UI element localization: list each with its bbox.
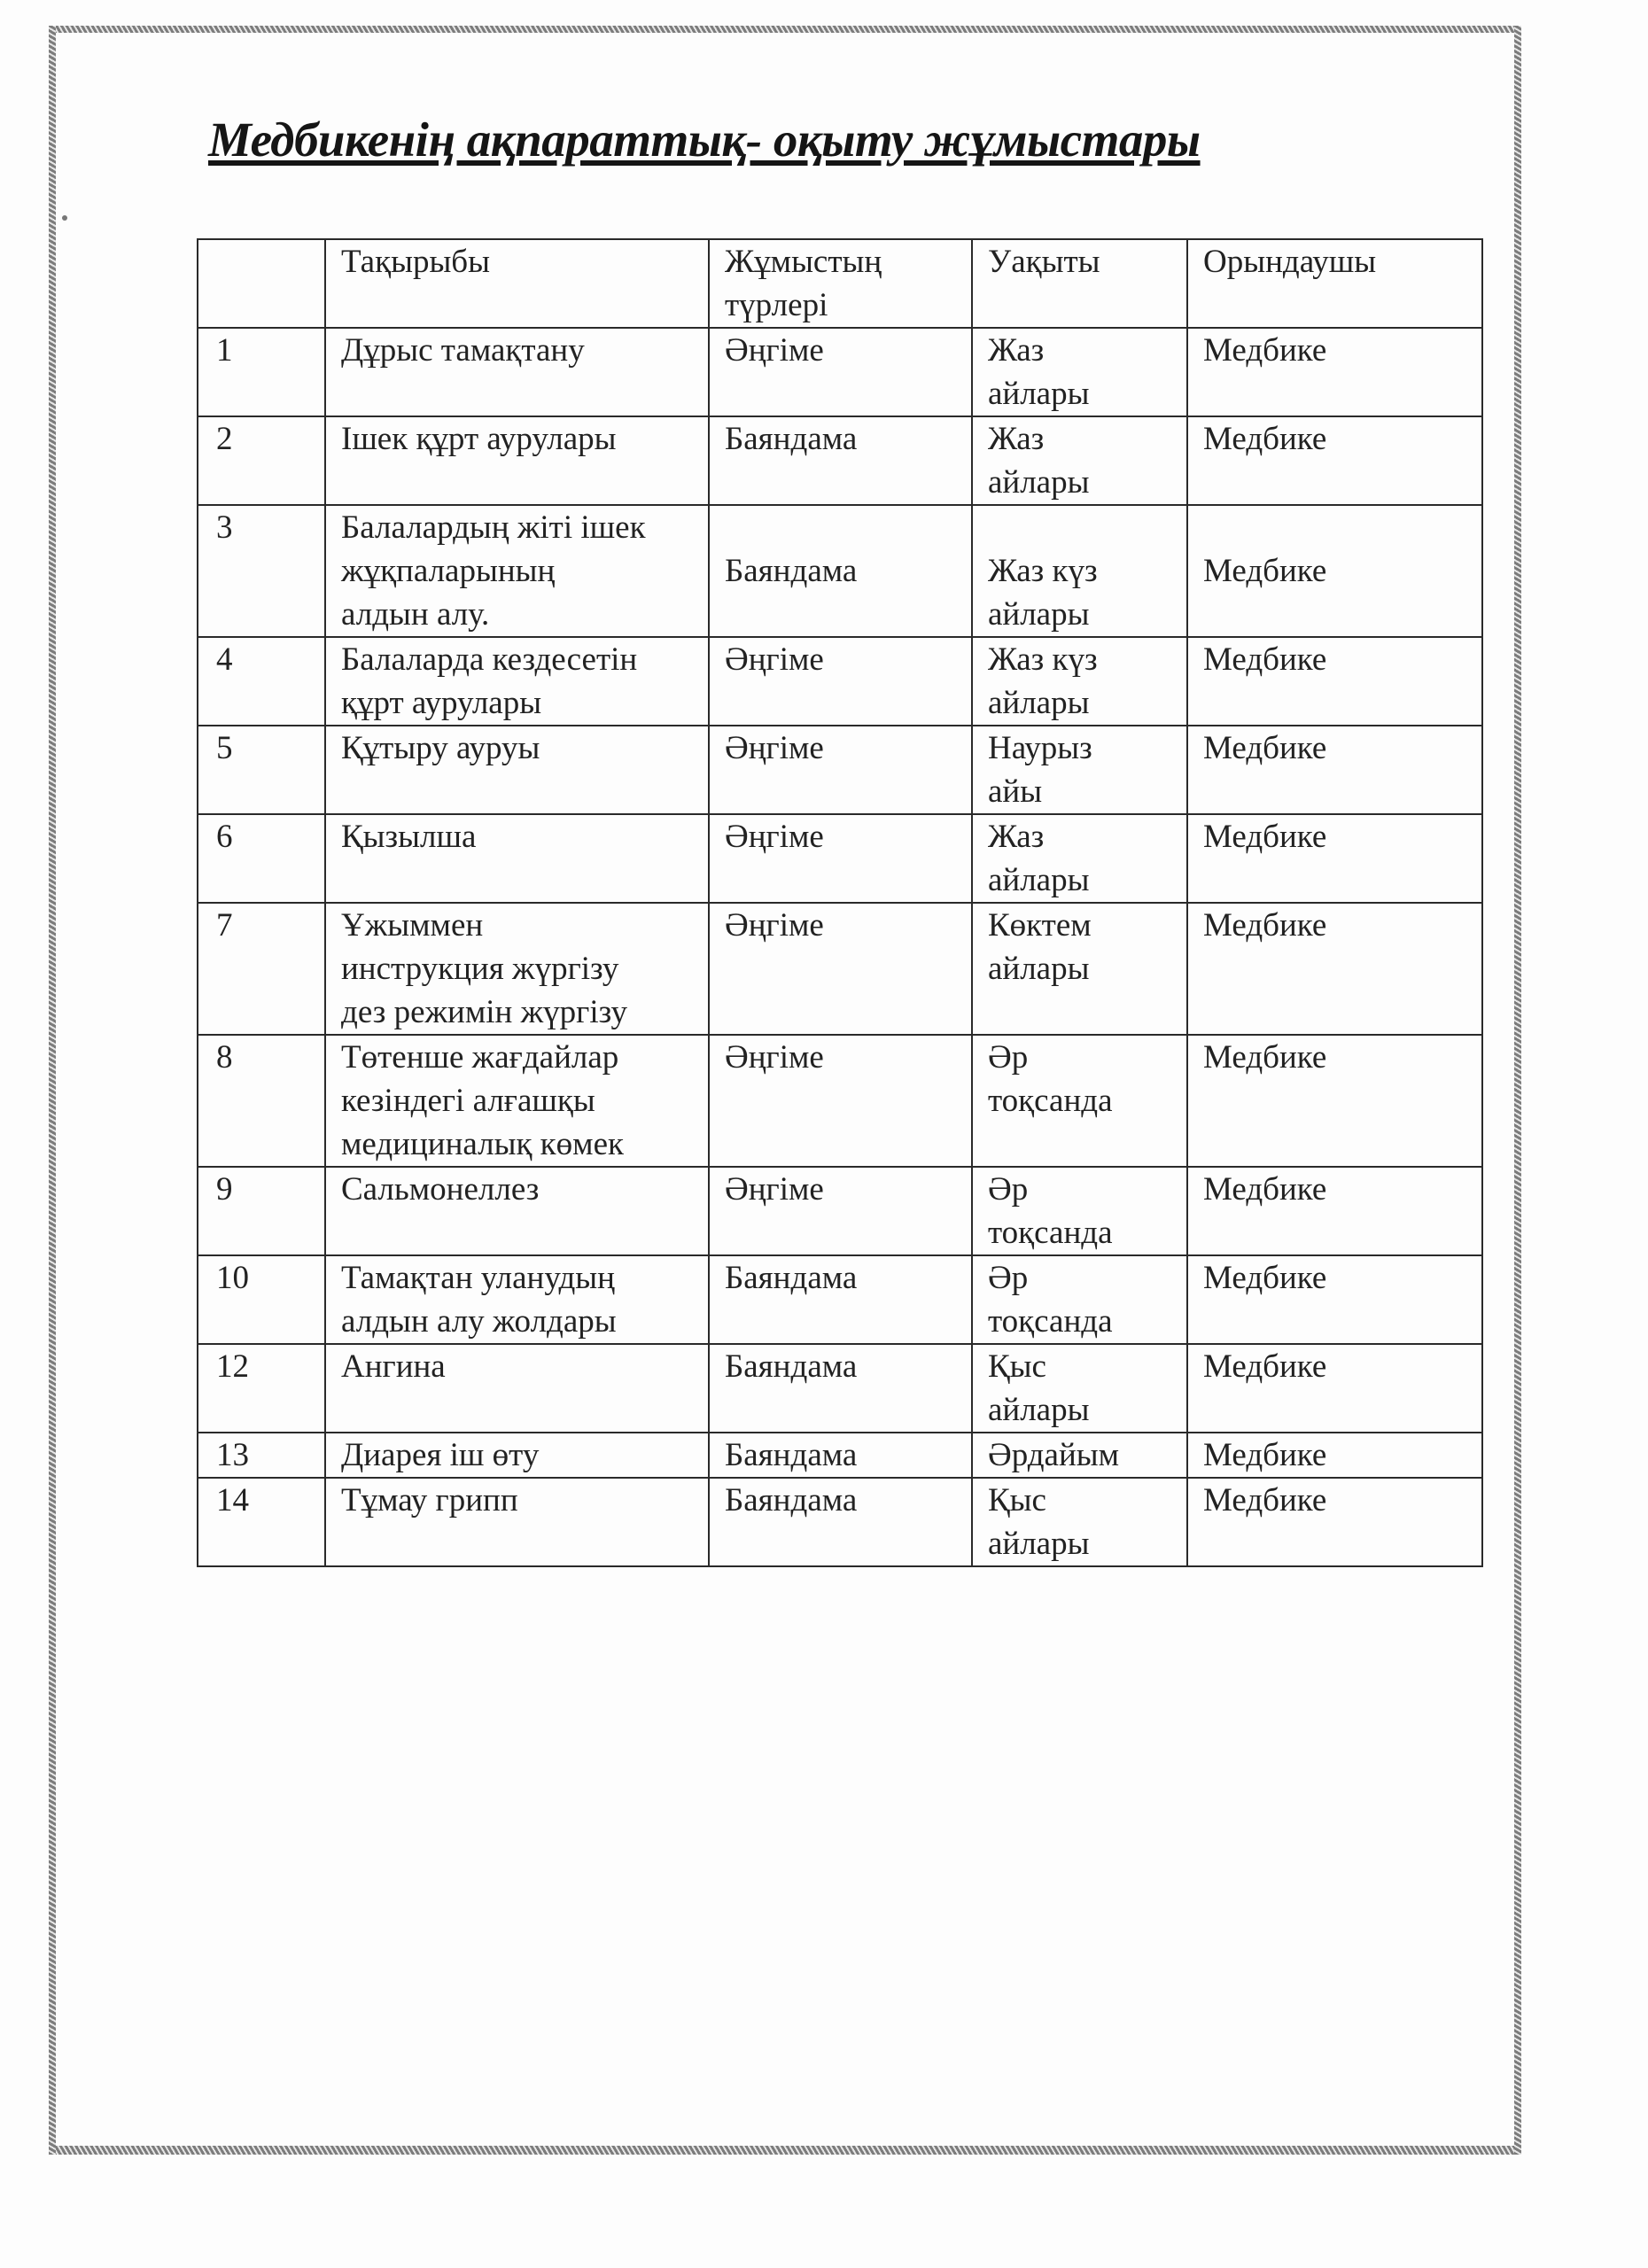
row-num: 9 — [198, 1167, 325, 1255]
work-plan-table — [197, 238, 1483, 1567]
page-title: Медбикенің ақпараттық- оқыту жұмыстары — [208, 113, 1201, 167]
row-num: 10 — [198, 1255, 325, 1344]
row-num: 8 — [198, 1035, 325, 1167]
table-row — [198, 328, 1482, 416]
row-topic: Ұжыммен инструкция жүргізу дез режимін жүргізу — [325, 903, 709, 1035]
row-executor: Медбике — [1187, 1478, 1482, 1566]
table-header-row — [198, 239, 1482, 328]
row-executor: Медбике — [1187, 1167, 1482, 1255]
header-time: Уақыты — [972, 239, 1187, 328]
row-executor: Медбике — [1187, 1035, 1482, 1167]
row-num: 1 — [198, 328, 325, 416]
row-time: Қыс айлары — [972, 1344, 1187, 1433]
row-time: Әр тоқсанда — [972, 1035, 1187, 1167]
row-type: Әңгіме — [709, 1035, 972, 1167]
row-topic: Диарея іш өту — [325, 1433, 709, 1478]
row-time: Жаз күз айлары — [972, 505, 1187, 637]
row-time: Жаз айлары — [972, 328, 1187, 416]
row-num: 14 — [198, 1478, 325, 1566]
row-time: Жаз күз айлары — [972, 637, 1187, 726]
row-topic: Қызылша — [325, 814, 709, 903]
row-time: Әр тоқсанда — [972, 1255, 1187, 1344]
row-topic: Балалардың жіті ішек жұқпаларының алдын алу. — [325, 505, 709, 637]
row-topic: Дұрыс тамақтану — [325, 328, 709, 416]
row-executor: Медбике — [1187, 1255, 1482, 1344]
header-executor: Орындаушы — [1187, 239, 1482, 328]
row-topic: Ангина — [325, 1344, 709, 1433]
row-executor: Медбике — [1187, 637, 1482, 726]
row-type: Баяндама — [709, 1255, 972, 1344]
row-time: Наурыз айы — [972, 726, 1187, 814]
row-topic: Тұмау грипп — [325, 1478, 709, 1566]
header-num — [198, 239, 325, 328]
header-type: Жұмыстың түрлері — [709, 239, 972, 328]
table-row — [198, 1344, 1482, 1433]
row-type: Әңгіме — [709, 328, 972, 416]
row-time: Жаз айлары — [972, 814, 1187, 903]
row-topic: Құтыру ауруы — [325, 726, 709, 814]
row-topic: Ішек құрт аурулары — [325, 416, 709, 505]
table-row — [198, 1478, 1482, 1566]
row-executor: Медбике — [1187, 328, 1482, 416]
row-type: Баяндама — [709, 1433, 972, 1478]
border-bottom — [49, 2146, 1521, 2155]
row-type: Баяндама — [709, 1478, 972, 1566]
row-type: Баяндама — [709, 416, 972, 505]
row-topic: Төтенше жағдайлар кезіндегі алғашқы медициналық көмек — [325, 1035, 709, 1167]
row-num: 12 — [198, 1344, 325, 1433]
row-num: 13 — [198, 1433, 325, 1478]
row-time: Қыс айлары — [972, 1478, 1187, 1566]
table-row — [198, 1167, 1482, 1255]
row-topic: Балаларда кездесетін құрт аурулары — [325, 637, 709, 726]
border-right — [1514, 26, 1521, 2155]
row-topic: Сальмонеллез — [325, 1167, 709, 1255]
border-left — [49, 26, 56, 2155]
border-top — [49, 26, 1521, 33]
row-time: Көктем айлары — [972, 903, 1187, 1035]
row-executor: Медбике — [1187, 726, 1482, 814]
row-num: 7 — [198, 903, 325, 1035]
row-num: 6 — [198, 814, 325, 903]
row-type: Баяндама — [709, 1344, 972, 1433]
row-time: Жаз айлары — [972, 416, 1187, 505]
table-row — [198, 1433, 1482, 1478]
table-row — [198, 637, 1482, 726]
row-num: 4 — [198, 637, 325, 726]
row-executor: Медбике — [1187, 814, 1482, 903]
row-type: Әңгіме — [709, 1167, 972, 1255]
table-row — [198, 505, 1482, 637]
row-type: Әңгіме — [709, 726, 972, 814]
scan-speck — [62, 215, 67, 221]
row-num: 5 — [198, 726, 325, 814]
table-row — [198, 814, 1482, 903]
row-num: 3 — [198, 505, 325, 637]
row-executor: Медбике — [1187, 416, 1482, 505]
row-num: 2 — [198, 416, 325, 505]
row-executor: Медбике — [1187, 1433, 1482, 1478]
row-executor: Медбике — [1187, 903, 1482, 1035]
row-time: Әрдайым — [972, 1433, 1187, 1478]
row-type: Әңгіме — [709, 637, 972, 726]
row-type: Баяндама — [709, 505, 972, 637]
header-topic: Тақырыбы — [325, 239, 709, 328]
row-type: Әңгіме — [709, 814, 972, 903]
row-executor: Медбике — [1187, 505, 1482, 637]
table-row — [198, 1255, 1482, 1344]
row-type: Әңгіме — [709, 903, 972, 1035]
table-row — [198, 416, 1482, 505]
row-executor: Медбике — [1187, 1344, 1482, 1433]
row-time: Әр тоқсанда — [972, 1167, 1187, 1255]
table-row — [198, 903, 1482, 1035]
table-row — [198, 1035, 1482, 1167]
row-topic: Тамақтан уланудың алдын алу жолдары — [325, 1255, 709, 1344]
table-row — [198, 726, 1482, 814]
